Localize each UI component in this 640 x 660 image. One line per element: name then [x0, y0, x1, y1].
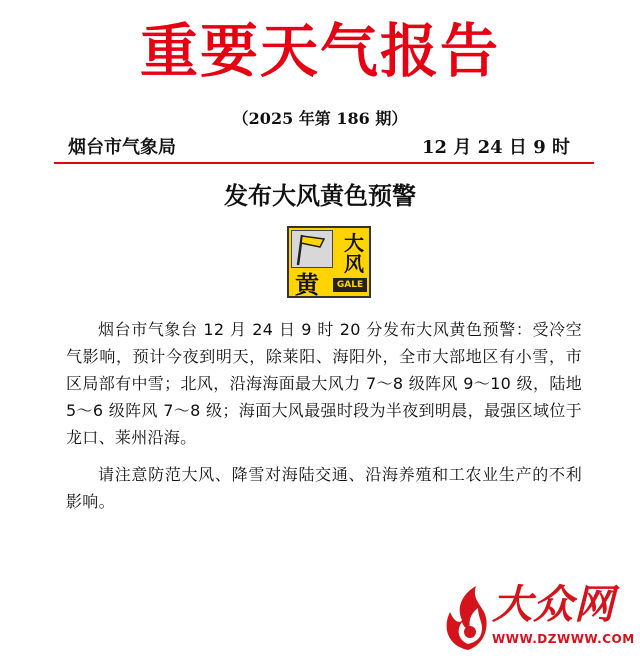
wind-flag-graphic	[292, 231, 332, 267]
badge-char-huang: 黄	[295, 271, 319, 299]
wind-flag-icon	[291, 230, 333, 268]
issue-number: （2025 年第 186 期）	[232, 109, 408, 128]
report-title: 重要天气报告	[139, 17, 500, 85]
watermark-site-name: 大众网	[492, 582, 615, 628]
issue-time: 12 月 24 日 9 时	[422, 137, 570, 158]
badge-gale-label: GALE	[333, 278, 367, 292]
watermark-url: WWW.DZWWW.COM	[492, 632, 635, 646]
report-body	[66, 316, 582, 525]
body-paragraph-1: 烟台市气象台 12 月 24 日 9 时 20 分发布大风黄色预警：受冷空气影响，预计今夜到明天，除莱阳、海阳外，全市大部地区有小雪，市区局部有中雪；北风，沿海海面最大风力 7～8 级阵风 9～10 级，陆地 5～6 级阵风 7～8 级；海面大风最强时段为半夜到明晨，最强区域位于龙口、莱州沿海。	[66, 320, 582, 447]
dzwww-watermark-logo	[440, 578, 636, 658]
flame-logo-icon	[440, 582, 496, 654]
badge-char-feng: 风	[344, 252, 364, 276]
issuer-name: 烟台市气象局	[68, 137, 176, 158]
warning-title: 发布大风黄色预警	[224, 182, 416, 210]
badge-char-da: 大	[344, 231, 364, 255]
report-meta-row	[68, 136, 570, 160]
body-paragraph-2: 请注意防范大风、降雪对海陆交通、沿海养殖和工农业生产的不利影响。	[66, 465, 582, 511]
header-divider	[54, 162, 594, 164]
gale-yellow-warning-icon	[287, 226, 371, 298]
